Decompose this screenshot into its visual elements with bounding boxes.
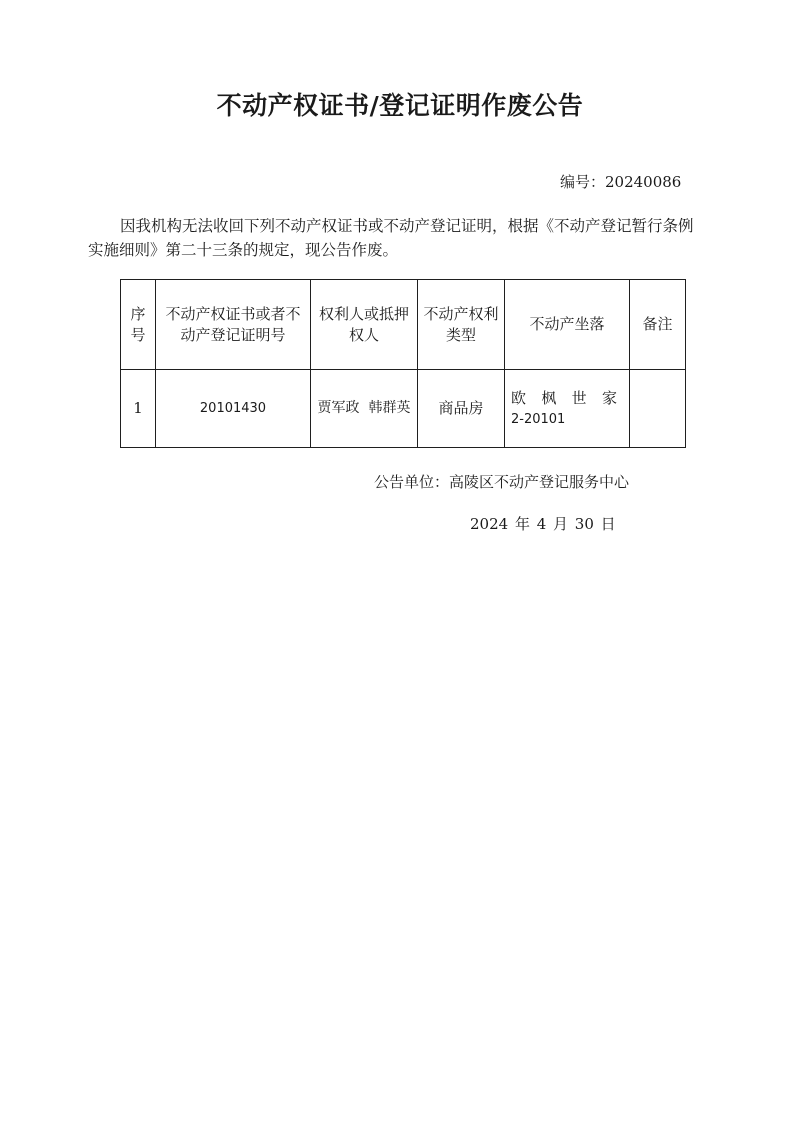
header-right-type: 不动产权利类型 <box>418 280 505 370</box>
notice-body-text: 因我机构无法收回下列不动产权证书或不动产登记证明，根据《不动产登记暂行条例实施细则》第二十三条的规定，现公告作废。 <box>88 217 694 259</box>
table-header-row <box>121 280 686 370</box>
issuer-line: 公告单位：高陵区不动产登记服务中心 <box>374 473 630 491</box>
notice-table <box>120 279 686 448</box>
cell-right-type: 商品房 <box>418 370 505 448</box>
cell-cert-number: 20101430 <box>156 370 311 448</box>
header-location: 不动产坐落 <box>505 280 630 370</box>
header-seq: 序号 <box>121 280 156 370</box>
location-unit: 2-20101 <box>511 411 566 427</box>
cell-location <box>505 370 630 448</box>
page-title: 不动产权证书/登记证明作废公告 <box>216 91 584 120</box>
document-number: 编号：20240086 <box>560 173 682 191</box>
table-row <box>121 370 686 448</box>
cell-seq: 1 <box>121 370 156 448</box>
date-line: 2024 年 4 月 30 日 <box>470 515 616 533</box>
header-holder: 权利人或抵押权人 <box>311 280 418 370</box>
cell-holder: 贾军政 韩群英 <box>311 370 418 448</box>
cell-remark <box>630 370 686 448</box>
header-cert-number: 不动产权证书或者不动产登记证明号 <box>156 280 311 370</box>
header-remark: 备注 <box>630 280 686 370</box>
location-name: 欧枫世家 <box>511 388 623 407</box>
